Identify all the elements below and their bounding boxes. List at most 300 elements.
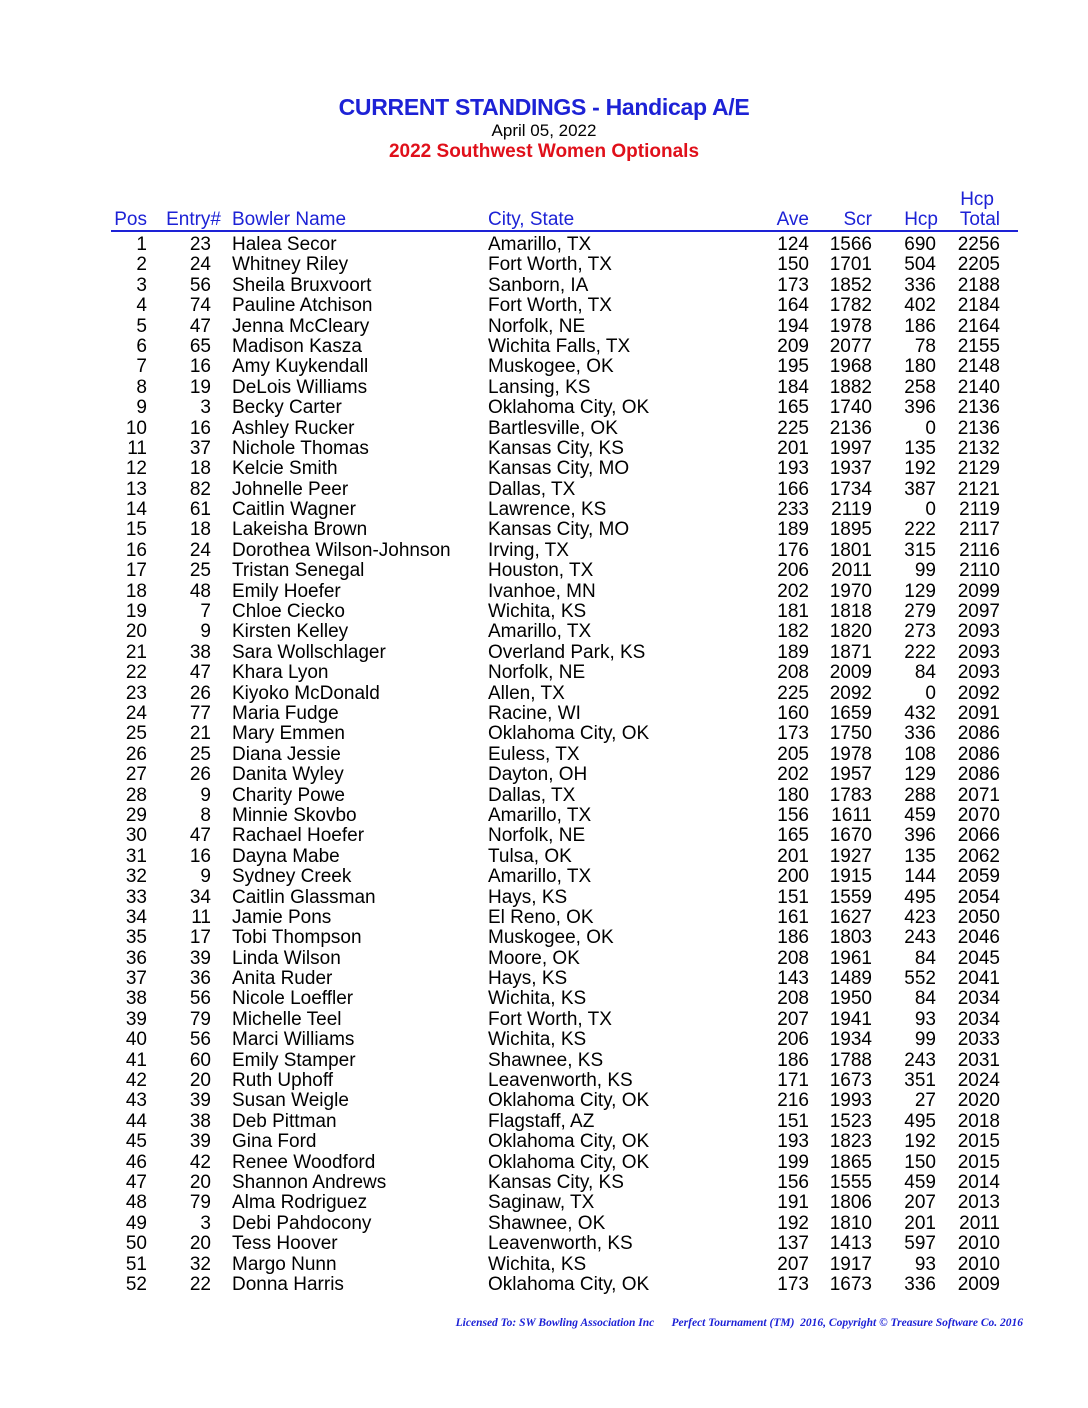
row-bowler-name: Ruth Uphoff bbox=[232, 1070, 334, 1092]
row-pos: 9 bbox=[136, 397, 147, 419]
row-bowler-name: Anita Ruder bbox=[232, 968, 333, 990]
row-scratch: 1950 bbox=[829, 988, 872, 1010]
row-entry: 47 bbox=[189, 825, 211, 847]
row-pos: 52 bbox=[125, 1273, 147, 1295]
row-city-state: Racine, WI bbox=[488, 702, 581, 724]
row-average: 207 bbox=[777, 1253, 809, 1275]
row-average: 199 bbox=[777, 1151, 809, 1173]
row-pos: 10 bbox=[125, 417, 147, 439]
row-scratch: 1801 bbox=[829, 539, 872, 561]
row-entry: 74 bbox=[189, 295, 211, 317]
row-pos: 19 bbox=[125, 601, 147, 623]
row-bowler-name: Rachael Hoefer bbox=[232, 825, 365, 847]
table-row bbox=[0, 989, 1088, 1009]
row-bowler-name: Khara Lyon bbox=[232, 662, 329, 684]
row-pos: 11 bbox=[127, 437, 147, 459]
row-entry: 47 bbox=[189, 315, 211, 337]
row-city-state: Amarillo, TX bbox=[488, 866, 592, 888]
table-row bbox=[0, 235, 1088, 255]
row-bowler-name: Lakeisha Brown bbox=[232, 519, 368, 541]
row-entry: 20 bbox=[189, 1070, 211, 1092]
row-entry: 56 bbox=[189, 1029, 211, 1051]
row-hcp-total: 2164 bbox=[957, 315, 1000, 337]
row-entry: 47 bbox=[189, 662, 211, 684]
row-entry: 82 bbox=[189, 478, 211, 500]
row-hcp-total: 2093 bbox=[957, 662, 1000, 684]
row-handicap: 27 bbox=[914, 1090, 936, 1112]
row-city-state: Muskogee, OK bbox=[488, 927, 614, 949]
row-average: 176 bbox=[777, 539, 809, 561]
col-header-name: Bowler Name bbox=[232, 209, 347, 230]
row-city-state: Norfolk, NE bbox=[488, 315, 586, 337]
row-average: 225 bbox=[777, 682, 809, 704]
table-row bbox=[0, 500, 1088, 520]
row-entry: 38 bbox=[189, 641, 211, 663]
row-entry: 24 bbox=[189, 539, 211, 561]
row-average: 160 bbox=[777, 702, 809, 724]
row-pos: 41 bbox=[125, 1049, 147, 1071]
row-city-state: Norfolk, NE bbox=[488, 662, 586, 684]
row-hcp-total: 2046 bbox=[957, 927, 1000, 949]
row-handicap: 99 bbox=[914, 560, 936, 582]
row-handicap: 93 bbox=[914, 1008, 936, 1030]
row-hcp-total: 2140 bbox=[957, 376, 1000, 398]
row-entry: 3 bbox=[200, 397, 211, 419]
row-scratch: 1970 bbox=[829, 580, 872, 602]
row-bowler-name: Sara Wollschlager bbox=[232, 641, 386, 663]
row-handicap: 504 bbox=[904, 254, 936, 276]
row-handicap: 459 bbox=[904, 1171, 936, 1193]
row-city-state: Leavenworth, KS bbox=[488, 1233, 633, 1255]
row-pos: 8 bbox=[136, 376, 147, 398]
row-scratch: 1957 bbox=[829, 764, 872, 786]
row-hcp-total: 2054 bbox=[957, 886, 1000, 908]
row-city-state: Shawnee, OK bbox=[488, 1212, 606, 1234]
row-average: 191 bbox=[777, 1192, 809, 1214]
row-bowler-name: Charity Powe bbox=[232, 784, 345, 806]
row-average: 202 bbox=[777, 580, 809, 602]
row-city-state: Wichita, KS bbox=[488, 1253, 587, 1275]
row-bowler-name: Emily Hoefer bbox=[232, 580, 341, 602]
row-handicap: 135 bbox=[904, 437, 936, 459]
row-hcp-total: 2066 bbox=[957, 825, 1000, 847]
row-handicap: 552 bbox=[904, 968, 936, 990]
table-row bbox=[0, 867, 1088, 887]
row-hcp-total: 2062 bbox=[957, 845, 1000, 867]
row-entry: 42 bbox=[189, 1151, 211, 1173]
row-average: 208 bbox=[777, 988, 809, 1010]
row-scratch: 1961 bbox=[829, 947, 872, 969]
row-pos: 1 bbox=[136, 234, 147, 255]
row-bowler-name: Halea Secor bbox=[232, 234, 337, 255]
row-pos: 28 bbox=[125, 784, 147, 806]
table-row bbox=[0, 1275, 1088, 1295]
row-hcp-total: 2033 bbox=[957, 1029, 1000, 1051]
row-entry: 32 bbox=[189, 1253, 211, 1275]
row-pos: 34 bbox=[125, 906, 147, 928]
row-hcp-total: 2129 bbox=[957, 458, 1000, 480]
row-average: 156 bbox=[777, 804, 809, 826]
row-city-state: Euless, TX bbox=[488, 743, 580, 765]
row-scratch: 1978 bbox=[829, 743, 872, 765]
row-pos: 26 bbox=[125, 743, 147, 765]
table-row bbox=[0, 949, 1088, 969]
software-text: Perfect Tournament (TM) 2016, Copyright © Treasure Software Co. 2016 bbox=[671, 1317, 1023, 1329]
row-scratch: 1788 bbox=[829, 1049, 872, 1071]
table-row bbox=[0, 459, 1088, 479]
row-pos: 33 bbox=[125, 886, 147, 908]
row-bowler-name: Pauline Atchison bbox=[232, 295, 373, 317]
row-hcp-total: 2041 bbox=[957, 968, 1000, 990]
row-city-state: Wichita, KS bbox=[488, 1029, 587, 1051]
row-handicap: 180 bbox=[904, 356, 936, 378]
row-pos: 35 bbox=[125, 927, 147, 949]
row-entry: 16 bbox=[189, 356, 211, 378]
row-scratch: 1673 bbox=[829, 1070, 872, 1092]
row-hcp-total: 2009 bbox=[957, 1273, 1000, 1295]
row-hcp-total: 2013 bbox=[957, 1192, 1000, 1214]
row-pos: 15 bbox=[125, 519, 147, 541]
row-handicap: 336 bbox=[904, 1273, 936, 1295]
row-bowler-name: DeLois Williams bbox=[232, 376, 368, 398]
row-scratch: 1489 bbox=[829, 968, 872, 990]
row-city-state: Hays, KS bbox=[488, 968, 568, 990]
table-row bbox=[0, 1091, 1088, 1111]
table-row bbox=[0, 541, 1088, 561]
row-pos: 13 bbox=[125, 478, 147, 500]
row-average: 207 bbox=[777, 1008, 809, 1030]
row-scratch: 2011 bbox=[831, 560, 872, 582]
row-bowler-name: Marci Williams bbox=[232, 1029, 355, 1051]
row-hcp-total: 2015 bbox=[957, 1131, 1000, 1153]
row-entry: 37 bbox=[189, 437, 211, 459]
table-row bbox=[0, 786, 1088, 806]
row-bowler-name: Johnelle Peer bbox=[232, 478, 349, 500]
row-bowler-name: Caitlin Wagner bbox=[232, 499, 356, 521]
row-bowler-name: Tristan Senegal bbox=[232, 560, 365, 582]
row-handicap: 0 bbox=[925, 417, 936, 439]
row-handicap: 258 bbox=[904, 376, 936, 398]
row-scratch: 2009 bbox=[829, 662, 872, 684]
row-pos: 23 bbox=[125, 682, 147, 704]
row-pos: 37 bbox=[125, 968, 147, 990]
row-entry: 3 bbox=[200, 1212, 211, 1234]
row-average: 216 bbox=[777, 1090, 809, 1112]
row-handicap: 108 bbox=[904, 743, 936, 765]
table-row bbox=[0, 1255, 1088, 1275]
table-row bbox=[0, 276, 1088, 296]
row-entry: 20 bbox=[189, 1233, 211, 1255]
row-scratch: 2136 bbox=[829, 417, 872, 439]
table-row bbox=[0, 296, 1088, 316]
row-city-state: Wichita Falls, TX bbox=[488, 335, 631, 357]
row-handicap: 84 bbox=[914, 662, 936, 684]
row-scratch: 1852 bbox=[829, 274, 872, 296]
row-city-state: Amarillo, TX bbox=[488, 234, 592, 255]
row-handicap: 222 bbox=[904, 519, 936, 541]
row-average: 206 bbox=[777, 560, 809, 582]
row-scratch: 1882 bbox=[829, 376, 872, 398]
row-hcp-total: 2155 bbox=[957, 335, 1000, 357]
row-scratch: 1806 bbox=[829, 1192, 872, 1214]
row-pos: 38 bbox=[125, 988, 147, 1010]
row-entry: 79 bbox=[189, 1192, 211, 1214]
row-handicap: 99 bbox=[914, 1029, 936, 1051]
row-pos: 22 bbox=[125, 662, 147, 684]
row-hcp-total: 2188 bbox=[957, 274, 1000, 296]
row-scratch: 1782 bbox=[829, 295, 872, 317]
row-entry: 16 bbox=[189, 845, 211, 867]
row-city-state: Dallas, TX bbox=[488, 784, 576, 806]
row-entry: 18 bbox=[189, 458, 211, 480]
row-hcp-total: 2014 bbox=[957, 1171, 1000, 1193]
row-handicap: 135 bbox=[904, 845, 936, 867]
row-handicap: 432 bbox=[904, 702, 936, 724]
row-bowler-name: Amy Kuykendall bbox=[232, 356, 369, 378]
row-scratch: 1734 bbox=[829, 478, 872, 500]
row-pos: 39 bbox=[125, 1008, 147, 1030]
row-bowler-name: Whitney Riley bbox=[232, 254, 349, 276]
row-entry: 56 bbox=[189, 988, 211, 1010]
row-entry: 38 bbox=[189, 1110, 211, 1132]
row-entry: 61 bbox=[189, 499, 211, 521]
row-bowler-name: Dorothea Wilson-Johnson bbox=[232, 539, 451, 561]
row-average: 208 bbox=[777, 947, 809, 969]
table-row bbox=[0, 806, 1088, 826]
row-scratch: 1670 bbox=[829, 825, 872, 847]
row-handicap: 201 bbox=[904, 1212, 936, 1234]
col-header-hcp: Hcp bbox=[904, 209, 938, 230]
row-hcp-total: 2136 bbox=[957, 417, 1000, 439]
row-hcp-total: 2070 bbox=[957, 804, 1000, 826]
row-entry: 16 bbox=[189, 417, 211, 439]
row-hcp-total: 2093 bbox=[957, 641, 1000, 663]
row-pos: 7 bbox=[136, 356, 147, 378]
row-entry: 9 bbox=[200, 866, 211, 888]
row-entry: 19 bbox=[189, 376, 211, 398]
row-average: 209 bbox=[777, 335, 809, 357]
row-average: 208 bbox=[777, 662, 809, 684]
table-row bbox=[0, 398, 1088, 418]
row-bowler-name: Donna Harris bbox=[232, 1273, 344, 1295]
row-city-state: Oklahoma City, OK bbox=[488, 397, 650, 419]
row-average: 201 bbox=[777, 845, 809, 867]
row-entry: 18 bbox=[189, 519, 211, 541]
row-hcp-total: 2136 bbox=[957, 397, 1000, 419]
row-pos: 32 bbox=[125, 866, 147, 888]
row-bowler-name: Caitlin Glassman bbox=[232, 886, 376, 908]
row-entry: 39 bbox=[189, 1090, 211, 1112]
row-city-state: Irving, TX bbox=[488, 539, 569, 561]
table-row bbox=[0, 1173, 1088, 1193]
row-bowler-name: Nichole Thomas bbox=[232, 437, 369, 459]
row-pos: 51 bbox=[125, 1253, 147, 1275]
row-handicap: 186 bbox=[904, 315, 936, 337]
row-pos: 21 bbox=[125, 641, 147, 663]
row-bowler-name: Emily Stamper bbox=[232, 1049, 356, 1071]
row-pos: 48 bbox=[125, 1192, 147, 1214]
row-bowler-name: Gina Ford bbox=[232, 1131, 317, 1153]
row-average: 193 bbox=[777, 1131, 809, 1153]
row-entry: 8 bbox=[200, 804, 211, 826]
row-average: 143 bbox=[777, 968, 809, 990]
row-entry: 7 bbox=[200, 601, 211, 623]
row-average: 189 bbox=[777, 519, 809, 541]
row-city-state: Norfolk, NE bbox=[488, 825, 586, 847]
row-hcp-total: 2092 bbox=[957, 682, 1000, 704]
row-scratch: 1659 bbox=[829, 702, 872, 724]
row-scratch: 1871 bbox=[829, 641, 872, 663]
row-average: 194 bbox=[777, 315, 809, 337]
row-entry: 11 bbox=[191, 906, 211, 928]
row-pos: 6 bbox=[136, 335, 147, 357]
row-handicap: 0 bbox=[925, 499, 936, 521]
row-handicap: 495 bbox=[904, 886, 936, 908]
row-average: 200 bbox=[777, 866, 809, 888]
table-row bbox=[0, 826, 1088, 846]
row-average: 182 bbox=[777, 621, 809, 643]
row-pos: 20 bbox=[125, 621, 147, 643]
row-city-state: Kansas City, KS bbox=[488, 437, 624, 459]
row-entry: 48 bbox=[189, 580, 211, 602]
row-pos: 49 bbox=[125, 1212, 147, 1234]
row-average: 233 bbox=[777, 499, 809, 521]
table-row bbox=[0, 337, 1088, 357]
row-city-state: Muskogee, OK bbox=[488, 356, 614, 378]
row-average: 173 bbox=[777, 1273, 809, 1295]
row-bowler-name: Jamie Pons bbox=[232, 906, 332, 928]
row-city-state: Fort Worth, TX bbox=[488, 1008, 612, 1030]
row-scratch: 1934 bbox=[829, 1029, 872, 1051]
row-scratch: 1611 bbox=[831, 804, 872, 826]
row-hcp-total: 2116 bbox=[959, 539, 1000, 561]
row-average: 186 bbox=[777, 1049, 809, 1071]
table-row bbox=[0, 480, 1088, 500]
row-hcp-total: 2086 bbox=[957, 764, 1000, 786]
table-row bbox=[0, 888, 1088, 908]
row-scratch: 1701 bbox=[829, 254, 872, 276]
table-row bbox=[0, 561, 1088, 581]
row-scratch: 1820 bbox=[829, 621, 872, 643]
row-pos: 29 bbox=[125, 804, 147, 826]
row-handicap: 597 bbox=[904, 1233, 936, 1255]
row-hcp-total: 2148 bbox=[957, 356, 1000, 378]
row-hcp-total: 2015 bbox=[957, 1151, 1000, 1173]
row-pos: 17 bbox=[125, 560, 147, 582]
row-entry: 79 bbox=[189, 1008, 211, 1030]
row-average: 151 bbox=[777, 886, 809, 908]
row-handicap: 690 bbox=[904, 234, 936, 255]
row-average: 180 bbox=[777, 784, 809, 806]
row-scratch: 1927 bbox=[829, 845, 872, 867]
row-scratch: 1823 bbox=[829, 1131, 872, 1153]
row-hcp-total: 2086 bbox=[957, 723, 1000, 745]
row-hcp-total: 2099 bbox=[957, 580, 1000, 602]
table-row bbox=[0, 1234, 1088, 1254]
row-average: 165 bbox=[777, 397, 809, 419]
row-pos: 40 bbox=[125, 1029, 147, 1051]
row-hcp-total: 2256 bbox=[957, 234, 1000, 255]
row-scratch: 2119 bbox=[831, 499, 872, 521]
row-handicap: 387 bbox=[904, 478, 936, 500]
row-bowler-name: Diana Jessie bbox=[232, 743, 341, 765]
row-scratch: 1783 bbox=[829, 784, 872, 806]
table-row bbox=[0, 317, 1088, 337]
col-header-scr: Scr bbox=[843, 209, 872, 230]
row-city-state: Sanborn, IA bbox=[488, 274, 589, 296]
row-entry: 20 bbox=[189, 1171, 211, 1193]
row-scratch: 1810 bbox=[829, 1212, 872, 1234]
row-handicap: 315 bbox=[904, 539, 936, 561]
row-bowler-name: Linda Wilson bbox=[232, 947, 341, 969]
table-row bbox=[0, 1132, 1088, 1152]
row-pos: 5 bbox=[136, 315, 147, 337]
table-row bbox=[0, 1030, 1088, 1050]
row-entry: 56 bbox=[189, 274, 211, 296]
row-hcp-total: 2121 bbox=[957, 478, 1000, 500]
row-scratch: 1673 bbox=[829, 1273, 872, 1295]
row-entry: 39 bbox=[189, 1131, 211, 1153]
row-pos: 2 bbox=[136, 254, 147, 276]
row-handicap: 336 bbox=[904, 274, 936, 296]
row-average: 171 bbox=[777, 1070, 809, 1092]
row-bowler-name: Margo Nunn bbox=[232, 1253, 337, 1275]
table-row bbox=[0, 643, 1088, 663]
header-rule bbox=[111, 230, 1018, 232]
row-hcp-total: 2034 bbox=[957, 1008, 1000, 1030]
row-average: 201 bbox=[777, 437, 809, 459]
row-handicap: 78 bbox=[914, 335, 936, 357]
row-bowler-name: Dayna Mabe bbox=[232, 845, 340, 867]
row-city-state: Fort Worth, TX bbox=[488, 295, 612, 317]
footer-license bbox=[0, 1317, 1023, 1329]
row-handicap: 288 bbox=[904, 784, 936, 806]
row-scratch: 1627 bbox=[829, 906, 872, 928]
row-entry: 65 bbox=[189, 335, 211, 357]
row-hcp-total: 2119 bbox=[959, 499, 1000, 521]
table-row bbox=[0, 1071, 1088, 1091]
row-city-state: Tulsa, OK bbox=[488, 845, 572, 867]
col-header-entry: Entry# bbox=[166, 209, 221, 230]
page-title: CURRENT STANDINGS - Handicap A/E bbox=[338, 94, 750, 120]
row-hcp-total: 2205 bbox=[957, 254, 1000, 276]
row-average: 166 bbox=[777, 478, 809, 500]
row-pos: 50 bbox=[125, 1233, 147, 1255]
row-entry: 77 bbox=[189, 702, 211, 724]
row-pos: 24 bbox=[125, 702, 147, 724]
row-entry: 17 bbox=[189, 927, 211, 949]
row-city-state: Hays, KS bbox=[488, 886, 568, 908]
row-bowler-name: Kiyoko McDonald bbox=[232, 682, 380, 704]
row-hcp-total: 2110 bbox=[959, 560, 1000, 582]
row-bowler-name: Minnie Skovbo bbox=[232, 804, 357, 826]
row-handicap: 150 bbox=[904, 1151, 936, 1173]
row-city-state: Wichita, KS bbox=[488, 601, 587, 623]
row-average: 192 bbox=[777, 1212, 809, 1234]
row-scratch: 2077 bbox=[829, 335, 872, 357]
table-row bbox=[0, 1193, 1088, 1213]
row-average: 150 bbox=[777, 254, 809, 276]
row-handicap: 459 bbox=[904, 804, 936, 826]
table-row bbox=[0, 1214, 1088, 1234]
row-city-state: Dallas, TX bbox=[488, 478, 576, 500]
standings-table bbox=[0, 235, 1088, 1295]
row-average: 151 bbox=[777, 1110, 809, 1132]
row-handicap: 192 bbox=[904, 458, 936, 480]
table-row bbox=[0, 765, 1088, 785]
row-hcp-total: 2091 bbox=[957, 702, 1000, 724]
row-bowler-name: Sheila Bruxvoort bbox=[232, 274, 372, 296]
